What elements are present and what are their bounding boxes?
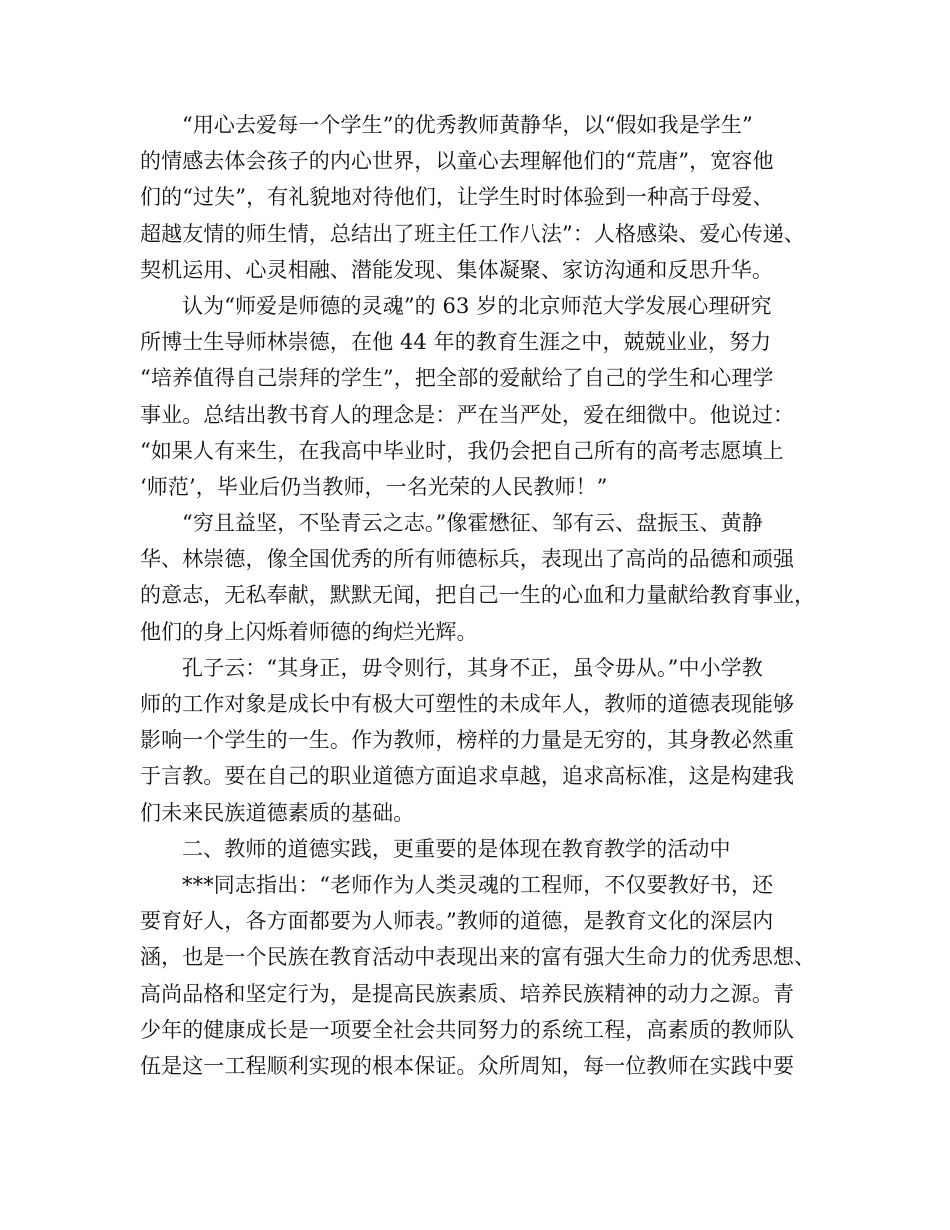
text-line: 华、林崇德，像全国优秀的所有师德标兵，表现出了高尚的品德和顽强: [140, 547, 795, 572]
text-line: 的情感去体会孩子的内心世界，以童心去理解他们的“荒唐”，宽容他: [140, 149, 774, 174]
text-line: 涵，也是一个民族在教育活动中表现出来的富有强大生命力的优秀思想、: [140, 945, 816, 970]
text-line: 师的工作对象是成长中有极大可塑性的未成年人，教师的道德表现能够: [140, 692, 795, 716]
text-line: 伍是这一工程顺利实现的根本保证。众所周知，每一位教师在实践中要: [140, 1053, 795, 1078]
text-line: 事业。总结出教书育人的理念是：严在当严处，爱在细微中。他说过：: [140, 402, 795, 427]
text-line: 所博士生导师林崇德，在他 44 年的教育生涯之中，兢兢业业，努力: [140, 330, 772, 355]
text-line: 的意志，无私奉献，默默无闻，把自己一生的心血和力量献给教育事业，: [140, 583, 816, 608]
paragraph-first-line: “穷且益坚，不坠青云之志。”像霍懋征、邹有云、盘振玉、黄静: [182, 511, 763, 536]
paragraph-first-line: “用心去爱每一个学生”的优秀教师黄静华，以“假如我是学生”: [182, 113, 753, 137]
paragraph-first-line: ***同志指出：“老师作为人类灵魂的工程师，不仅要教好书，还: [182, 872, 774, 897]
text-line: 影响一个学生的一生。作为教师，榜样的力量是无穷的，其身教必然重: [140, 728, 795, 753]
document-body: [140, 107, 820, 1084]
text-line: 高尚品格和坚定行为，是提高民族素质、培养民族精神的动力之源。青: [140, 981, 795, 1006]
text-line: 他们的身上闪烁着师德的绚烂光辉。: [140, 619, 478, 644]
paragraph-first-line: 认为“师爱是师德的灵魂”的 63 岁的北京师范大学发展心理研究: [182, 293, 772, 318]
text-line: 们的“过失”，有礼貌地对待他们，让学生时时体验到一种高于母爱、: [140, 185, 774, 210]
text-line: ‘师范’，毕业后仍当教师，一名光荣的人民教师！”: [140, 474, 608, 499]
paragraph-first-line: 二、教师的道德实践，更重要的是体现在教育教学的活动中: [182, 836, 731, 861]
text-line: 于言教。要在自己的职业道德方面追求卓越，追求高标准，这是构建我: [140, 764, 795, 789]
text-line: 超越友情的师生情，总结出了班主任工作八法”：人格感染、爱心传递、: [140, 221, 805, 246]
text-line: 契机运用、心灵相融、潜能发现、集体凝聚、家访沟通和反思升华。: [140, 257, 773, 282]
text-line: “培养值得自己崇拜的学生”，把全部的爱献给了自己的学生和心理学: [140, 366, 774, 391]
text-line: 要育好人，各方面都要为人师表。”教师的道德，是教育文化的深层内: [140, 909, 774, 934]
text-line: 少年的健康成长是一项要全社会共同努力的系统工程，高素质的教师队: [140, 1017, 795, 1042]
text-line: “如果人有来生，在我高中毕业时，我仍会把自己所有的高考志愿填上: [140, 438, 784, 463]
paragraph-first-line: 孔子云：“其身正，毋令则行，其身不正，虽令毋从。”中小学教: [182, 655, 763, 680]
text-line: 们未来民族道德素质的基础。: [140, 800, 415, 825]
